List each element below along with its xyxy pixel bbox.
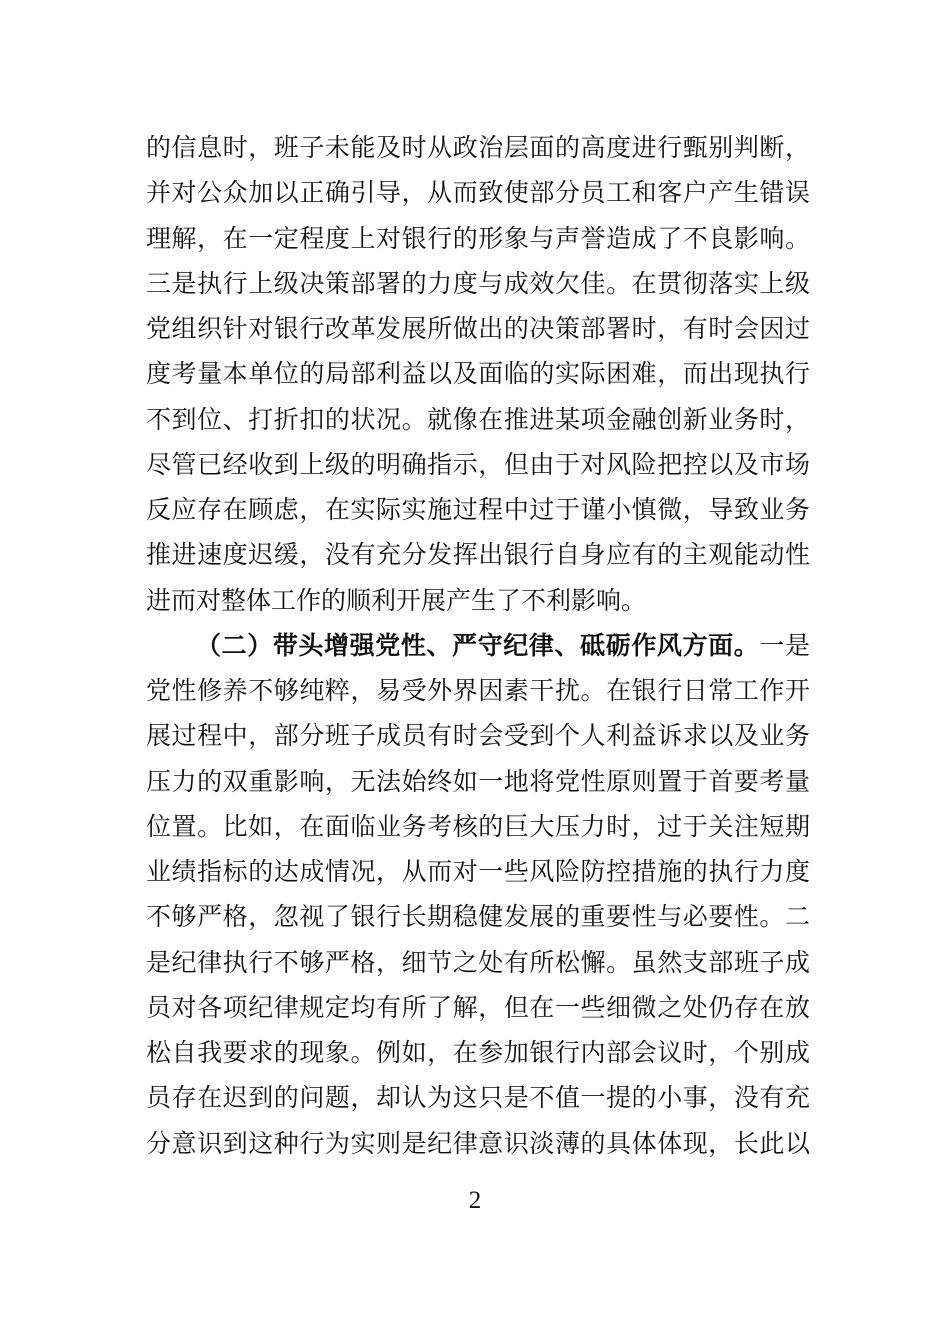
text-line: 并对公众加以正确引导，从而致使部分员工和客户产生错误	[146, 178, 810, 208]
text-line: 推进速度迟缓，没有充分发挥出银行自身应有的主观能动性	[146, 540, 810, 570]
paragraph-1	[146, 125, 810, 623]
text-line: 党组织针对银行改革发展所做出的决策部署时，有时会因过	[146, 314, 810, 343]
text-line: 松自我要求的现象。例如，在参加银行内部会议时，个别成	[146, 1038, 810, 1067]
text-line: 位置。比如，在面临业务考核的巨大压力时，过于关注短期	[146, 811, 810, 841]
text-line: 不够严格，忽视了银行长期稳健发展的重要性与必要性。二	[146, 902, 810, 932]
text-line: 理解，在一定程度上对银行的形象与声誉造成了不良影响。	[146, 223, 810, 253]
text-line: 是纪律执行不够严格，细节之处有所松懈。虽然支部班子成	[146, 947, 810, 977]
page-number: 2	[468, 1187, 482, 1214]
text-line: 进而对整体工作的顺利开展产生了不利影响。	[146, 585, 647, 615]
text-line: 压力的双重影响，无法始终如一地将党性原则置于首要考量	[146, 766, 810, 796]
text-line: 尽管已经收到上级的明确指示，但由于对风险把控以及市场	[146, 449, 810, 479]
text-line: 分意识到这种行为实则是纪律意识淡薄的具体体现，长此以	[146, 1128, 810, 1158]
section-heading: （二）带头增强党性、严守纪律、砥砺作风方面。	[196, 630, 760, 660]
text-line: 员对各项纪律规定均有所了解，但在一些细微之处仍存在放	[146, 992, 810, 1022]
body-text	[146, 125, 810, 1166]
paragraph-2	[146, 623, 810, 1166]
first-line-rest: 一是	[759, 630, 810, 660]
text-line: 党性修养不够纯粹，易受外界因素干扰。在银行日常工作开	[146, 676, 810, 705]
text-line: 员存在迟到的问题，却认为这只是不值一提的小事，没有充	[146, 1083, 810, 1113]
paragraph-2-first-line	[146, 623, 810, 668]
text-line: 的信息时，班子未能及时从政治层面的高度进行甄别判断，	[146, 133, 810, 162]
text-line: 度考量本单位的局部利益以及面临的实际困难，而出现执行	[146, 359, 810, 389]
text-line: 展过程中，部分班子成员有时会受到个人利益诉求以及业务	[146, 721, 810, 751]
text-line: 业绩指标的达成情况，从而对一些风险防控措施的执行力度	[146, 857, 810, 886]
text-line: 三是执行上级决策部署的力度与成效欠佳。在贯彻落实上级	[146, 268, 810, 298]
text-line: 不到位、打折扣的状况。就像在推进某项金融创新业务时，	[146, 404, 810, 434]
text-line: 反应存在顾虑，在实际实施过程中过于谨小慎微，导致业务	[146, 495, 810, 524]
